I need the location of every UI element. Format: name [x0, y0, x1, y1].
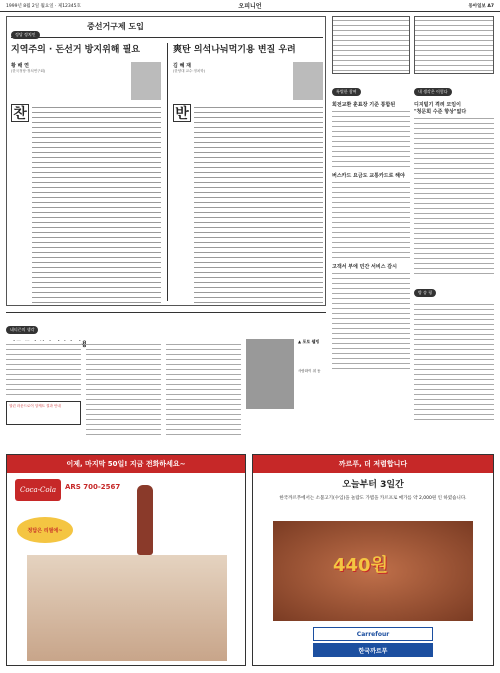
opinion-label: 내 생각은 이렇다	[414, 88, 452, 96]
netizen-label: 네티즌의 생각	[6, 326, 38, 334]
opinion-top-box	[414, 16, 494, 74]
pro-body-text	[32, 104, 161, 304]
con-byline: 김 혜 재	[173, 63, 191, 69]
photo-box	[246, 339, 324, 439]
carrefour-logo: Carrefour	[313, 627, 433, 641]
con-column	[173, 45, 323, 304]
carrefour-banner: 까르푸, 더 저렴합니다	[253, 455, 493, 473]
netizen-text-3	[166, 341, 241, 436]
pro-byline-affiliation: (한국정당·정치연구회)	[11, 69, 46, 73]
page-header	[0, 0, 500, 12]
carrefour-store-name: 한국까르푸	[313, 643, 433, 657]
debate-block	[6, 16, 326, 306]
netizen-ad-box: 열린 라운드로이 앙케트 결과 안내	[6, 401, 81, 425]
pro-byline: 황 배 연	[11, 63, 29, 69]
photo-image	[246, 339, 294, 409]
letter3-text	[332, 270, 410, 370]
opinion-column	[414, 16, 494, 446]
review-label: 방 송 평	[414, 289, 436, 297]
letter2-text	[332, 179, 410, 259]
coke-logo: Coca-Cola	[15, 479, 61, 501]
con-byline-affiliation: (한양대 교수·정치학)	[173, 69, 206, 73]
letter1-title: 회전교환 훈표장 기준 통합된	[332, 102, 396, 108]
coke-models-photo	[27, 555, 227, 661]
letter3-title: 고객서 부에 민간 서비스 감시	[332, 264, 397, 270]
netizen-text-1	[6, 341, 81, 396]
opinion-title2: "청문회 수준 향상"없다	[414, 109, 467, 115]
debate-topic-label: 정당 정치인	[11, 21, 40, 40]
letter1-text	[332, 108, 410, 168]
section-name: 오피니언	[238, 3, 262, 10]
con-body-text	[194, 104, 323, 304]
coke-slogan: 이제, 마지막 50일! 지금 전화하세요~	[7, 455, 245, 473]
pro-column	[11, 45, 161, 304]
netizen-quote: 적용"	[74, 340, 91, 348]
review-text	[414, 301, 494, 421]
letters-column	[332, 16, 410, 446]
carrefour-price: 440원	[333, 555, 388, 576]
con-author-photo	[293, 62, 323, 100]
carrefour-headline: 오늘부터 3일간	[342, 480, 404, 490]
opinion-title1: 디지털기 격려 모임이	[414, 102, 461, 108]
pro-author-photo	[131, 62, 161, 100]
issue-date: 1999년 8월 2일 월요일 · 제12345호	[6, 3, 81, 9]
page-number: 동아일보 A7	[468, 3, 495, 9]
coke-bottle	[137, 485, 153, 555]
letters-box	[332, 16, 410, 74]
coke-ars: ARS 700-2567	[65, 483, 121, 491]
netizen-block	[6, 312, 326, 446]
pro-lead-char: 찬	[11, 104, 29, 122]
con-lead-char: 반	[173, 104, 191, 122]
photo-caption: ▲ 포토 웰빙	[298, 339, 320, 344]
con-headline: 爽탄 의석나눠먹기용 변질 우려	[173, 45, 296, 55]
photo-credit: 사람화이 취 동	[298, 369, 321, 373]
debate-topic-title: 중선거구제 도입	[87, 22, 144, 31]
coke-badge: 정답은 리필에~	[17, 517, 73, 543]
carrefour-ad[interactable]	[252, 454, 494, 666]
netizen-text-2	[86, 341, 161, 436]
pro-headline: 지역주의 · 돈선거 방지위해 필요	[11, 45, 140, 55]
carrefour-sub: 한국까르푸에서는 소불고기(수입)을 놀랍도 가볍을 카르프로 매가를 약 2,000원 인 하였습니다.	[279, 496, 467, 501]
coca-cola-ad[interactable]	[6, 454, 246, 666]
letters-label: 특별한 참여	[332, 88, 361, 96]
letter2-title: 버스카드 요금도 교통카드로 해야	[332, 173, 405, 179]
opinion-text	[414, 115, 494, 275]
